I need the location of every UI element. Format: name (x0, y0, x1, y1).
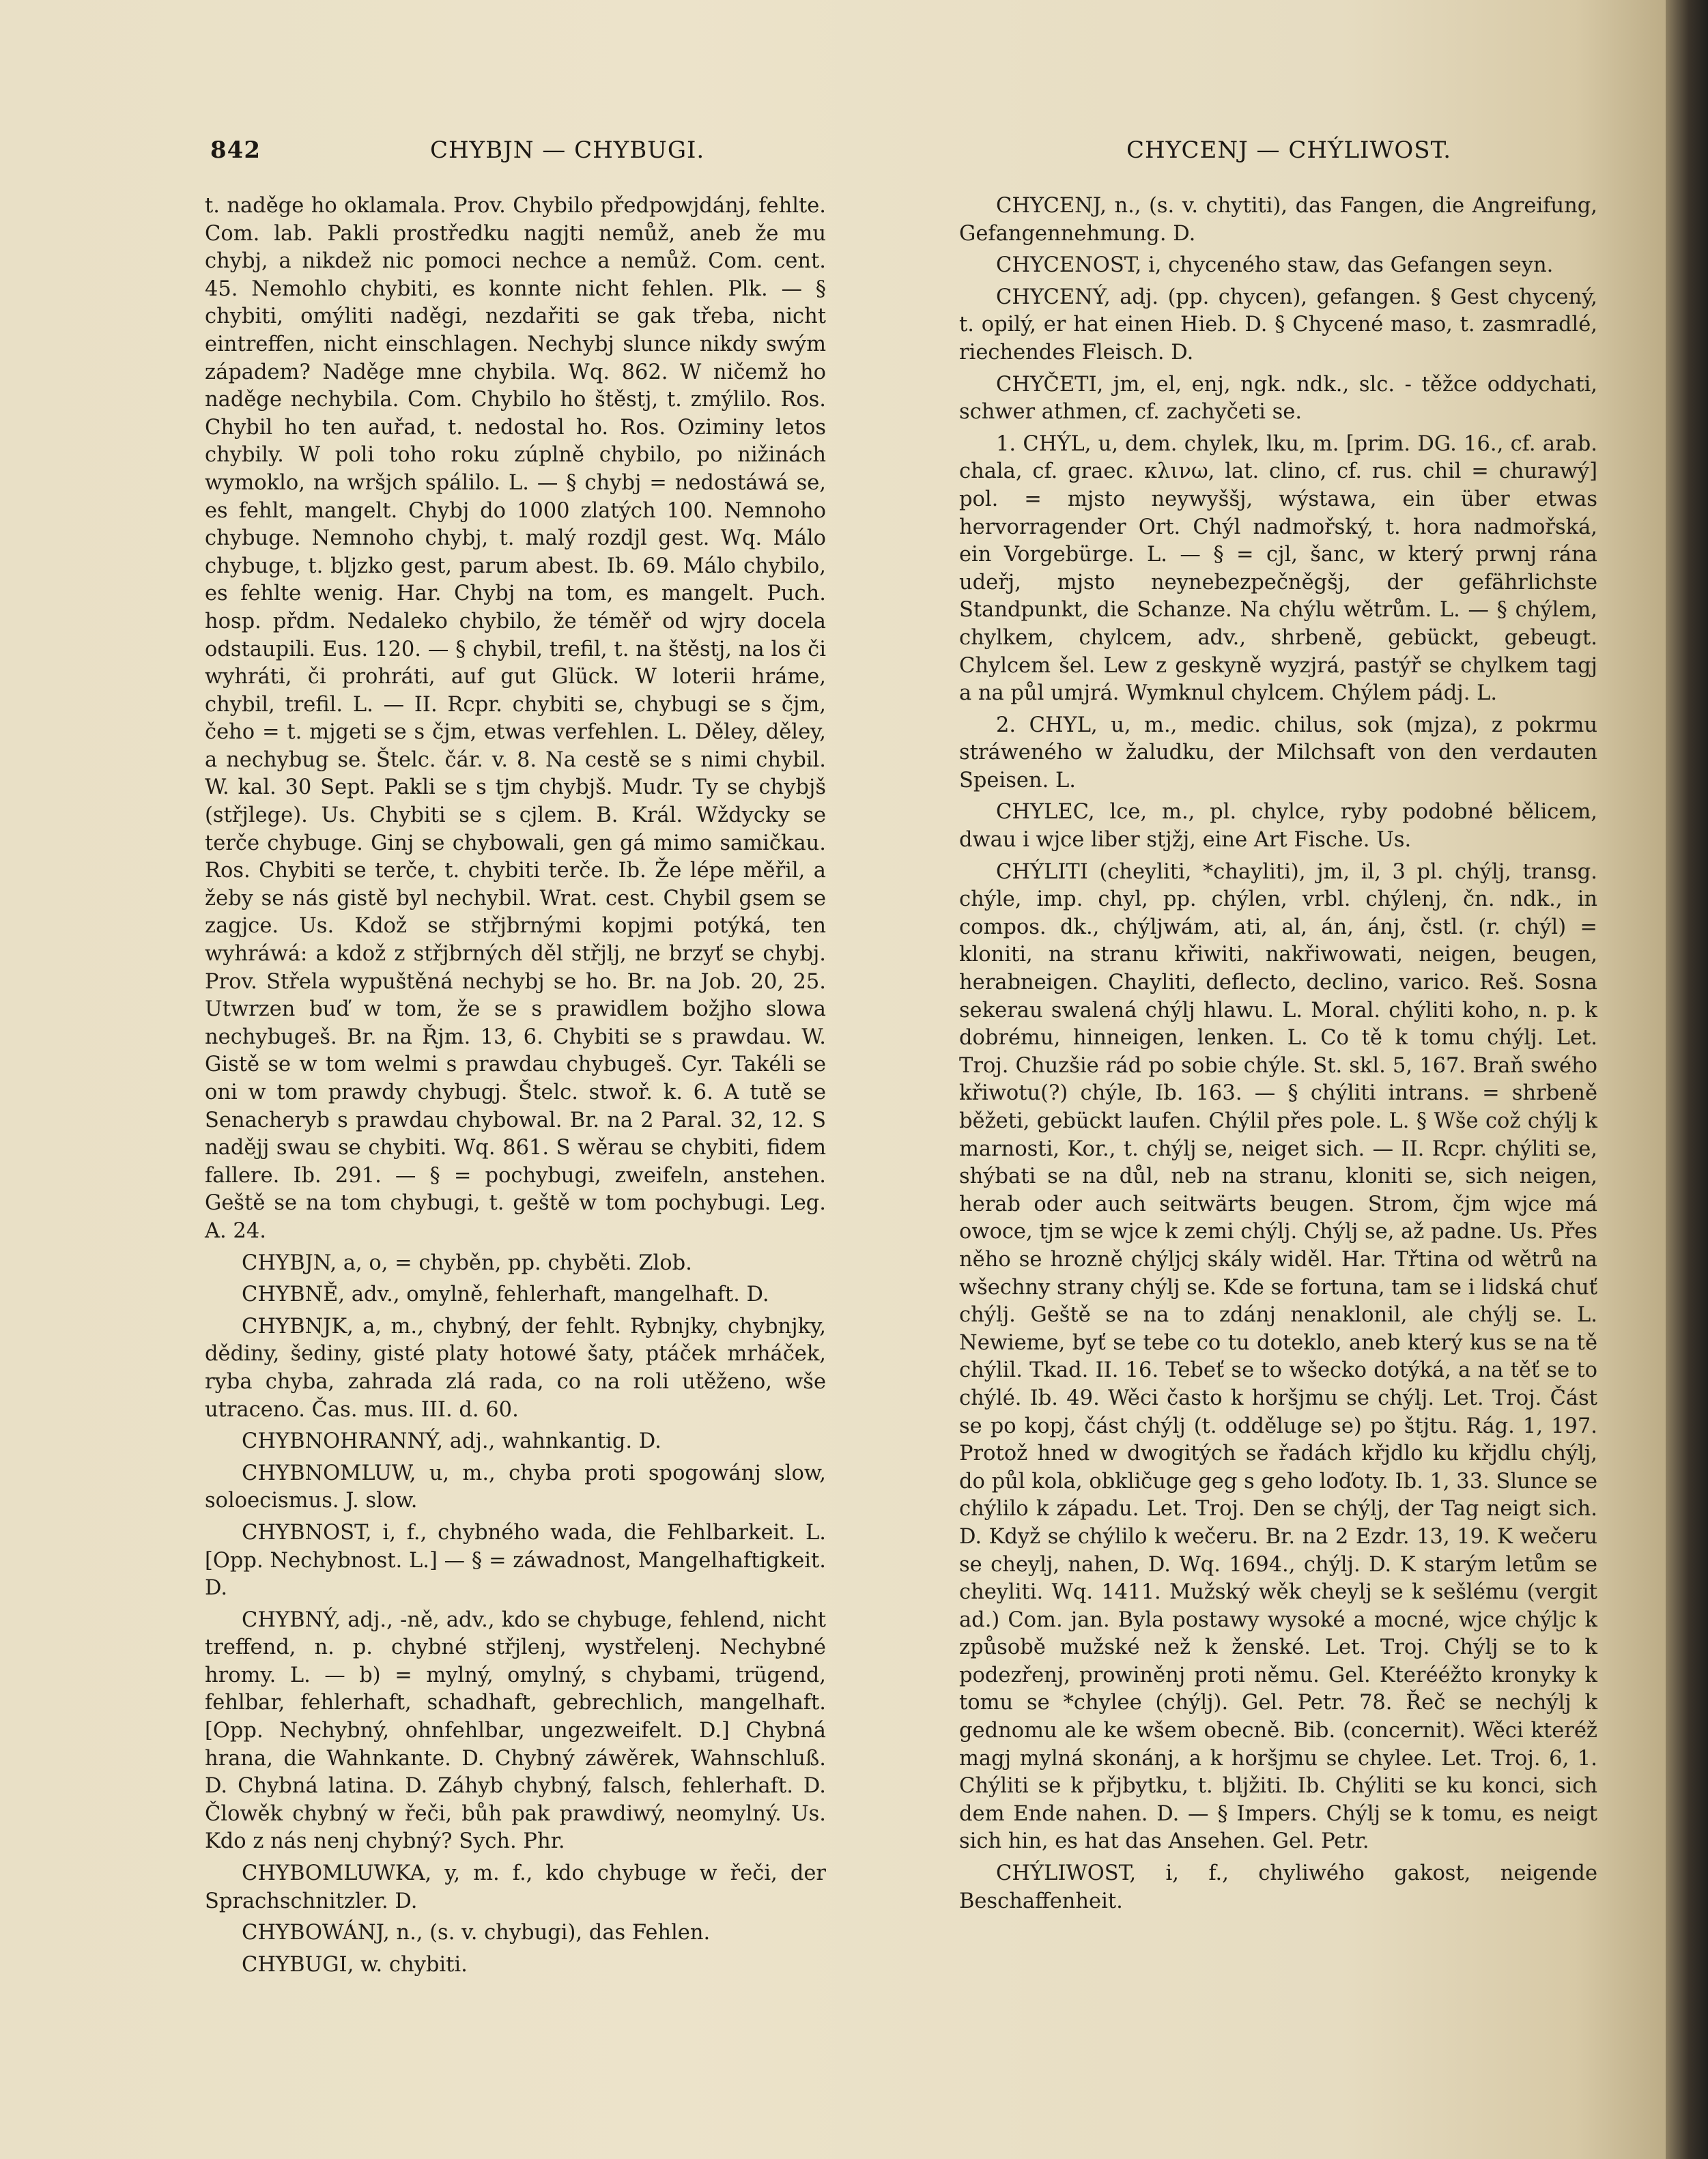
entry-chybowanj: CHYBOWÁNJ, n., (s. v. chybugi), das Fehlen. (242, 1921, 711, 1945)
entry-chybne: CHYBNĚ, adv., omylně, fehlerhaft, mangelhaft. D. (242, 1283, 769, 1307)
entry-chycenj: CHYCENJ, n., (s. v. chytiti), das Fangen, die Angreifung, Gefangennehmung. D. (959, 194, 1597, 246)
entry-chyl-1: 1. CHÝL, u, dem. chylek, lku, m. [prim. DG. 16., cf. arab. chala, cf. graec. κλινω, lat. clino, cf. rus. chil = churawý] pol. = mjsto neywyššj, wýstawa, ein über etwas hervorragender Ort. Chýl nadmořský, t. hora nadmořská, ein Vorgebürge. L. — § = cjl, šanc, w který prwnj rána udeřj, mjsto neynebezpečněgšj, der gefährlichste Standpunkt, die Schanze. Na chýlu wětrům. L. — § chýlem, chylkem, chylcem, adv., shrbeně, gebückt, gebeugt. Chylcem šel. Lew z geskyně wyzjrá, pastýř se chylkem tagj a na půl umjrá. Wymknul chylcem. Chýlem pádj. L. (959, 431, 1597, 706)
entry-chyliwost: CHÝLIWOST, i, f., chyliwého gakost, neigende Beschaffenheit. (959, 1861, 1597, 1913)
entry-chycenost: CHYCENOST, i, chyceného staw, das Gefangen seyn. (996, 253, 1554, 278)
book-gutter (1666, 0, 1708, 2159)
entry-chybnost: CHYBNOST, i, f., chybného wada, die Fehlbarkeit. L. [Opp. Nechybnost. L.] — § = záwadnost, Mangelhaftigkeit. D. (205, 1520, 826, 1601)
entry-chybjn: CHYBJN, a, o, = chyběn, pp. chyběti. Zlob. (242, 1250, 692, 1275)
entry-chybiti-continuation: t. naděge ho oklamala. Prov. Chybilo předpowjdánj, fehlte. Com. lab. Pakli prostředku nagjti nemůž, aneb že mu chybj, a nikdež nic pomoci nechce a nemůž. Com. cent. 45. Nemohlo chybiti, es konnte nicht fehlen. Plk. — § chybiti, omýliti naděgi, nezdařiti se gak třeba, nicht eintreffen, nicht einschlagen. Nechybj slunce nikdy swým západem? Naděge mne chybila. Wq. 862. W ničemž ho naděge nechybila. Com. Chybilo ho štěstj, t. zmýlilo. Ros. Chybil ho ten auřad, t. nedostal ho. Ros. Oziminy letos chybily. W poli toho roku zúplně chybilo, po nižinách wymoklo, na wršjch spálilo. L. — § chybj = nedostáwá se, es fehlt, mangelt. Chybj do 1000 zlatých 100. Nemnoho chybuge. Nemnoho chybj, t. malý rozdjl gest. Wq. Málo chybuge, t. bljzko gest, parum abest. Ib. 69. Málo chybilo, es fehlte wenig. Har. Chybj na tom, es mangelt. Puch. hosp. přdm. Nedaleko chybilo, že téměř od wjry docela odstaupili. Eus. 120. — § chybil, trefil, t. na štěstj, na los či wyhráti, či prohráti, auf gut Glück. W loterii hráme, chybil, trefil. L. — II. Rcpr. chybiti se, chybugi se s čjm, čeho = t. mjgeti se s čjm, etwas verfehlen. L. Děley, děley, a nechybug se. Štelc. čár. v. 8. Na cestě se s nimi chybil. W. kal. 30 Sept. Pakli se s tjm chybjš. Mudr. Ty se chybjš (střjlege). Us. Chybiti se s cjlem. B. Král. Wždycky se terče chybuge. Ginj se chybowali, gen gá mimo samičkau. Ros. Chybiti se terče, t. chybiti terče. Ib. Že lépe měřil, a žeby se nás gistě byl nechybil. Wrat. cest. Chybil gsem se zagjce. Us. Kdož se střjbrnými kopjmi potýká, ten wyhráwá: a kdož z střjbrných děl střjlj, ne brzyť se chybj. Prov. Střela wypuštěná nechybj se ho. Br. na Job. 20, 25. Utwrzen buď w tom, že se s prawidlem božjho slowa nechybugeš. Br. na Řjm. 13, 6. Chybiti se s prawdau. W. Gistě se w tom welmi s prawdau chybugeš. Cyr. Takéli se oni w tom prawdy chybugj. Štelc. stwoř. k. 6. A tutě se Senacheryb s prawdau chybowal. Br. na 2 Paral. 32, 12. S nadějj swau se chybiti. Wq. 861. S wěrau se chybiti, fidem fallere. Ib. 291. — § = pochybugi, zweifeln, anstehen. Geště se na tom chybugi, t. geště w tom pochybugi. Leg. A. 24. (205, 194, 826, 1243)
entry-chybnjk: CHYBNJK, a, m., chybný, der fehlt. Rybnjky, chybnjky, dědiny, šediny, gisté platy hotowé šaty, ptáček mrháček, ryba chyba, zahrada zlá rada, co na roli utěženo, wše utraceno. Čas. mus. III. d. 60. (205, 1314, 826, 1422)
entry-chybomluwka: CHYBOMLUWKA, y, m. f., kdo chybuge w řeči, der Sprachschnitzler. D. (205, 1861, 826, 1913)
left-running-title: CHYBJN — CHYBUGI. (430, 137, 705, 164)
entry-chyliti: CHÝLITI (cheyliti, *chayliti), jm, il, 3 pl. chýlj, transg. chýle, imp. chyl, pp. chýlen, vrbl. chýlenj, čn. ndk., in compos. dk., chýljwám, ati, al, án, ánj, čstl. (r. chýl) = kloniti, na stranu křiwiti, nakřiwowati, neigen, beugen, herabneigen. Chayliti, deflecto, declino, varico. Reš. Sosna sekerau swalená chýlj hlawu. L. Moral. chýliti koho, n. p. k dobrému, hinneigen, lenken. L. Co tě k tomu chýlj. Let. Troj. Chuzšie rád po sobie chýle. St. skl. 5, 167. Braň swého křiwotu(?) chýle, Ib. 163. — § chýliti intrans. = shrbeně běžeti, gebückt laufen. Chýlil přes pole. L. § Wše což chýlj k marnosti, Kor., t. chýlj se, neiget sich. — II. Rcpr. chýliti se, shýbati se na důl, neb na stranu, kloniti se, sich neigen, herab oder auch seitwärts beugen. Strom, čjm wjce má owoce, tjm se wjce k zemi chýlj. Chýlj se, až padne. Us. Přes něho se hrozně chýljcj skály widěl. Har. Třtina od wětrů na wšechny strany chýlj se. Kde se fortuna, tam se i lidská chuť chýlj. Geště se na to zdánj nenaklonil, ale chýlj se. L. Newieme, byť se tebe co tu doteklo, aneb který kus se na tě chýlil. Tkad. II. 16. Tebeť se to wšecko dotýká, a na těť se to chýlé. Ib. 49. Wěci často k horšjmu se chýlj. Let. Troj. Část se po kopj, část chýlj (t. odděluge se) po štjtu. Rág. 1, 197. Protož hned w dwogitých se řadách křjdlo ku křjdlu chýlj, do půl kola, obkličuge geg s geho loďoty. Ib. 1, 33. Slunce se chýlilo k západu. Let. Troj. Den se chýlj, der Tag neigt sich. D. Když se chýlilo k wečeru. Br. na 2 Ezdr. 13, 19. K wečeru se cheylj, nahen, D. Wq. 1694., chýlj. D. K starým letům se cheyliti. Wq. 1411. Mužský wěk cheylj se k sešlému (vergit ad.) Com. jan. Byla postawy wysoké a mocné, wjce chýljc k způsobě mužské než k ženské. Let. Troj. Chýlj se to k podezřenj, prowiněnj proti němu. Gel. Kterééžto kronyky k tomu se *chylee (chýlj). Gel. Petr. 78. Řeč se nechýlj k gednomu ale ke wšem obecně. Bib. (concernit). Wěci kteréž magj mylná skonánj, a k horšjmu se chylee. Let. Troj. 6, 1. Chýliti se k přjbytku, t. bljžiti. Ib. Chýliti se ku konci, sich dem Ende nahen. D. — § Impers. Chýlj se k tomu, es neigt sich hin, es hat das Ansehen. Gel. Petr. (959, 859, 1597, 1854)
page-number: 842 (210, 137, 261, 164)
entry-chybnohranny: CHYBNOHRANNÝ, adj., wahnkantig. D. (242, 1429, 661, 1454)
entry-chylec: CHYLEC, lce, m., pl. chylce, ryby podobné bělicem, dwau i wjce liber stjžj, eine Art Fische. Us. (959, 800, 1597, 853)
entry-chybny: CHYBNÝ, adj., -ně, adv., kdo se chybuge, fehlend, nicht treffend, n. p. chybné střjlenj, wystřelenj. Nechybné hromy. L. — b) = mylný, omylný, s chybami, trügend, fehlbar, fehlerhaft, schadhaft, gebrechlich, mangelhaft. [Opp. Nechybný, ohnfehlbar, ungezweifelt. D.] Chybná hrana, die Wahnkante. D. Chybný záwěrek, Wahnschluß. D. Chybná latina. D. Záhyb chybný, falsch, fehlerhaft. D. Člowěk chybný w řeči, bůh pak prawdiwý, neomylný. Us. Kdo z nás nenj chybný? Sych. Phr. (205, 1607, 826, 1854)
entry-chyceny: CHYCENÝ, adj. (pp. chycen), gefangen. § Gest chycený, t. opilý, er hat einen Hieb. D. § Chycené maso, t. zasmradlé, riechendes Fleisch. D. (959, 285, 1597, 364)
entry-chybugi: CHYBUGI, w. chybiti. (242, 1952, 468, 1977)
entry-chyceti: CHYČETI, jm, el, enj, ngk. ndk., slc. - těžce oddychati, schwer athmen, cf. zachyčeti se. (959, 372, 1597, 425)
right-running-title: CHYCENJ — CHÝLIWOST. (1126, 137, 1452, 164)
entry-chyl-2: 2. CHYL, u, m., medic. chilus, sok (mjza), z pokrmu stráweného w žaludku, der Milchsaft von den verdauten Speisen. L. (959, 713, 1597, 792)
left-column (205, 192, 826, 1979)
running-header (205, 137, 1454, 177)
right-column (959, 192, 1597, 1915)
entry-chybnomluw: CHYBNOMLUW, u, m., chyba proti spogowánj slow, soloecismus. J. slow. (205, 1461, 826, 1513)
